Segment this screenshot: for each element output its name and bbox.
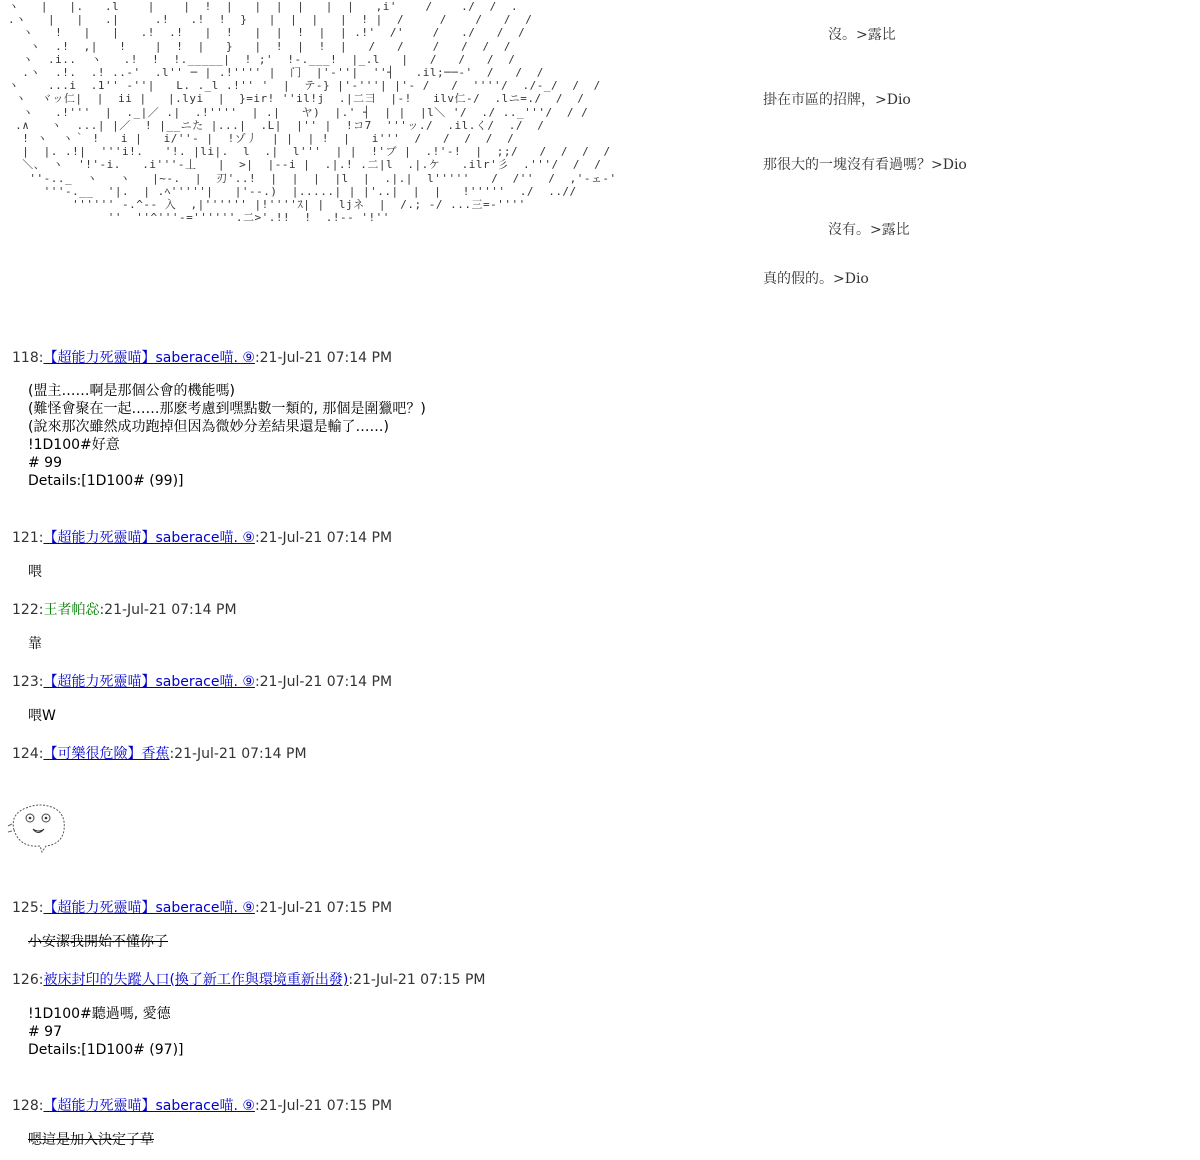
post-body: 靠 — [28, 636, 42, 652]
poster-name: 王者帕惢 — [43, 602, 100, 618]
post-time: :21-Jul-21 07:14 PM — [254, 674, 393, 690]
post-number: 128 — [12, 1098, 39, 1114]
post-number: 125 — [12, 900, 39, 916]
post-header: 118:【超能力死靈喵】saberace喵. ⑨:21-Jul-21 07:14 PM — [12, 350, 393, 366]
post-header: 122:王者帕惢:21-Jul-21 07:14 PM — [12, 602, 237, 618]
poster-link[interactable]: 【超能力死靈喵】saberace喵. ⑨ — [43, 674, 255, 690]
post-time: :21-Jul-21 07:15 PM — [348, 972, 486, 988]
post-header: 126:被床封印的失蹤人口(換了新工作與環境重新出發):21-Jul-21 07:15 PM — [12, 972, 486, 988]
post-time: :21-Jul-21 07:14 PM — [254, 530, 393, 546]
poster-link[interactable]: 【超能力死靈喵】saberace喵. ⑨ — [43, 350, 255, 366]
post-body: 喂 — [28, 564, 42, 580]
post-header: 121:【超能力死靈喵】saberace喵. ⑨:21-Jul-21 07:14 PM — [12, 530, 393, 546]
post-time: :21-Jul-21 07:14 PM — [254, 350, 393, 366]
dialogue-line: 掛在市區的招牌，>Dio — [763, 92, 911, 108]
post-time: :21-Jul-21 07:15 PM — [254, 1098, 393, 1114]
smiley-face-image — [6, 800, 70, 854]
post-number: 118 — [12, 350, 39, 366]
poster-link[interactable]: 【超能力死靈喵】saberace喵. ⑨ — [43, 1098, 255, 1114]
post-header: 125:【超能力死靈喵】saberace喵. ⑨:21-Jul-21 07:15 PM — [12, 900, 393, 916]
post-body: 小安潔我開始不懂你了 — [28, 934, 168, 950]
post-number: 121 — [12, 530, 39, 546]
post-time: :21-Jul-21 07:14 PM — [169, 746, 307, 762]
post-body: !1D100#聽過嗎, 愛德 # 97 Details:[1D100# (97)] — [28, 1006, 184, 1058]
poster-link[interactable]: 被床封印的失蹤人口(換了新工作與環境重新出發) — [43, 972, 349, 988]
dialogue-line: 真的假的。>Dio — [763, 271, 869, 287]
post-time: :21-Jul-21 07:15 PM — [254, 900, 393, 916]
ascii-art-text: ヽ | |. .l | | ! | | | | | | ,i' / ./ / . .ヽ | | .| .! .! ! } | | | | ! | / / / / / ヽ ! | | .! .! | ! | | ! | | .!' /' / ./ / / ヽ .! ,| ! | ! | } | ! | ! | / / / / / / ヽ .i.. ヽ .! ! !._____| ! ;' !-.___! |_.l | / / / / .ヽ .!. .! ..-' .l'' ─ | .!'''' | 门 |'-''| ''┤ .il;──-' / / / ヽ ...i .1'' -''| L. ._l .!'' ' | テ-} |'-'''| |'- / / ''''/ ./-_/ / / ヽ ヾッ仁| | ii | |.lyi | }=ir! ''il!j .|二彐 |-! ilv仁-/ .lニ=./ / / ヽ .!''' | ._|／ .| .!'''' | .| ヤ) |.' ┤ | | |l＼ '/ ./ .._'''/ / / .∧ ヽ ...| |／ ! |__ニた |...| .L| |'' | !コ7 '''ッ./ .il.く/ ./ / ! ヽ ヽ｀ ! i | i/''- | !ゾ丿 | | | ! | i''' / / / / / | |. .!| '''i!. '!. |li|. l .| l''' | | !'ブ | .!'-! | ;;/ / / / / ＼、 ヽ '!'-i. .i'''-丄 | >| |--i | .|.! .二|l .|.ケ .ilr'彡 .'''/ / / ''-.._ ヽ ヽ |~-. | 刃'..! | | | |l | .|.| l''''' / /'' / ,'-ェ-' '''-.__ '|. | .ﾍ'''''| |'--.) |.....| | |'..| | | !''''' ./ ..// '''''' -.^-- 入 ,|'''''' |!''''ｽ| | ljネ | /.; -/ ...三=-'''' '' ''^'''-=''''''.二>'.!! ! .!-- '!'' — [8, 0, 617, 225]
post-time: :21-Jul-21 07:14 PM — [99, 602, 237, 618]
poster-link[interactable]: 【超能力死靈喵】saberace喵. ⑨ — [43, 900, 255, 916]
dialogue-line: 沒。>露比 — [828, 27, 896, 43]
poster-link[interactable]: 【超能力死靈喵】saberace喵. ⑨ — [43, 530, 255, 546]
post-header: 124:【可樂很危險】香蕉:21-Jul-21 07:14 PM — [12, 746, 307, 762]
post-body: 喂W — [28, 708, 56, 724]
poster-link[interactable]: 【可樂很危險】香蕉 — [43, 746, 170, 762]
post-body: (盟主……啊是那個公會的機能嗎) (難怪會聚在一起……那麽考慮到嘿點數一類的, 那個是圍獵吧？) (說來那次雖然成功跑掉但因為微妙分差結果還是輸了……) !1D100#好意 # 99 Details:[1D100# (99)] — [28, 383, 426, 489]
post-number: 122 — [12, 602, 39, 618]
post-header: 128:【超能力死靈喵】saberace喵. ⑨:21-Jul-21 07:15 PM — [12, 1098, 393, 1114]
dialogue-line: 沒有。>露比 — [828, 222, 910, 238]
post-number: 126 — [12, 972, 39, 988]
post-number: 123 — [12, 674, 39, 690]
post-header: 123:【超能力死靈喵】saberace喵. ⑨:21-Jul-21 07:14 PM — [12, 674, 393, 690]
dialogue-line: 那很大的一塊沒有看過嗎？>Dio — [763, 157, 967, 173]
post-body: 嗯這是加入決定了草 — [28, 1132, 154, 1148]
ascii-art — [8, 0, 658, 292]
post-number: 124 — [12, 746, 39, 762]
